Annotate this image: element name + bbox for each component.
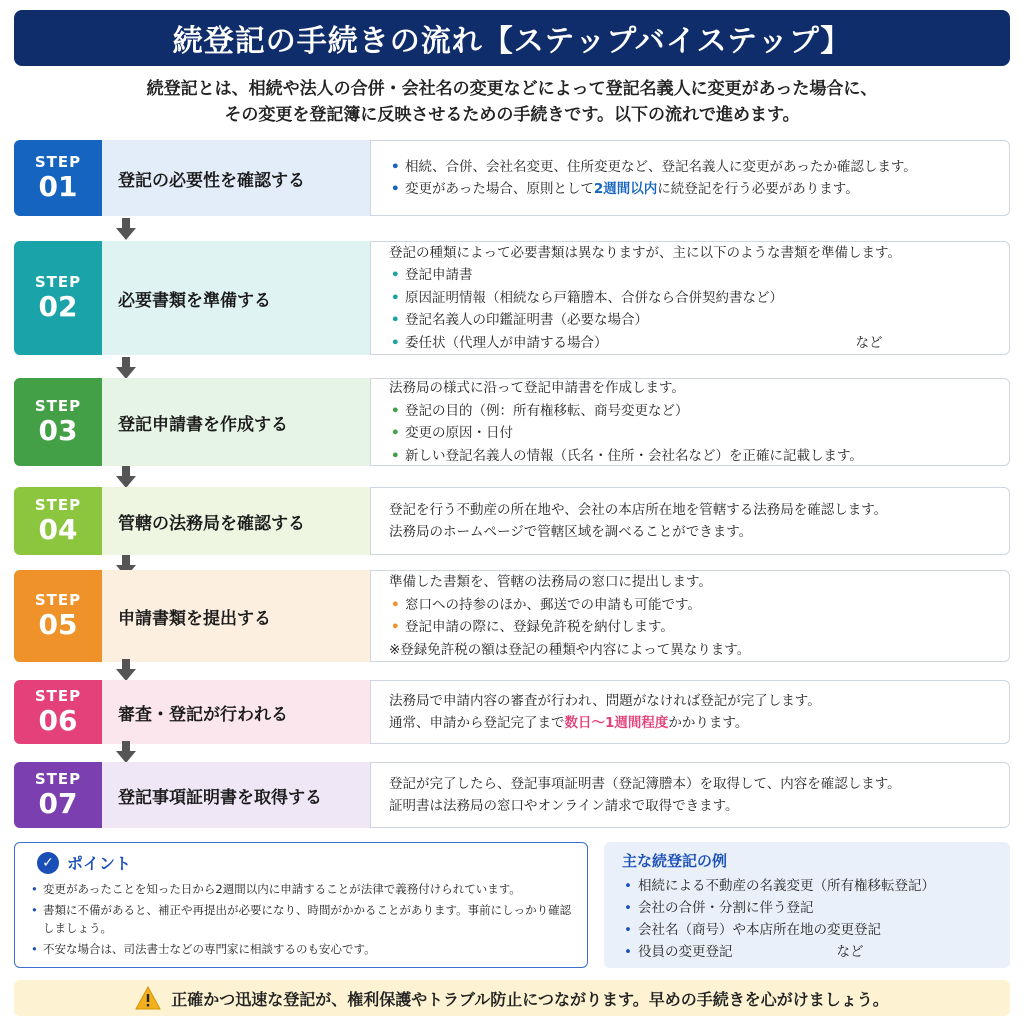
list-item: • 登記の目的（例：所有権移転、商号変更など）	[389, 400, 995, 423]
step-description	[370, 140, 1010, 216]
footer-note	[14, 980, 1010, 1016]
step-label: STEP	[34, 273, 82, 291]
step-description	[370, 570, 1010, 662]
step-02	[14, 241, 1010, 355]
list-item: • 原因証明情報（相続なら戸籍謄本、合併なら合併契約書など）	[389, 287, 995, 310]
list-item: • 会社名（商号）や本店所在地の変更登記	[622, 919, 992, 941]
highlight-text: 数日〜1週間程度	[564, 715, 669, 731]
step-badge	[14, 680, 102, 744]
list-item: • 相続による不動産の名義変更（所有権移転登記）	[622, 875, 992, 897]
step-number: 03	[38, 414, 78, 447]
page-title: 続登記の手続きの流れ【ステップバイステップ】	[14, 10, 1010, 66]
step-07	[14, 762, 1010, 828]
list-item: • 登記名義人の印鑑証明書（必要な場合）	[389, 309, 995, 332]
etc-text: など	[836, 944, 864, 960]
step-number: 02	[38, 290, 78, 323]
step-title: 審査・登記が行われる	[102, 680, 370, 744]
point-header	[29, 851, 573, 874]
step-05	[14, 570, 1010, 662]
step-03	[14, 378, 1010, 466]
list-item: • 不安な場合は、司法書士などの専門家に相談するのも安心です。	[29, 940, 573, 958]
step-number: 01	[38, 170, 78, 203]
warning-icon	[135, 986, 161, 1010]
list-item: • 会社の合併・分割に伴う登記	[622, 897, 992, 919]
text: に続登記を行う必要があります。	[657, 181, 859, 197]
step-description	[370, 487, 1010, 555]
note-text: ※登録免許税の額は登記の種類や内容によって異なります。	[389, 641, 751, 658]
text-line: 法務局で申請内容の審査が行われ、問題がなければ登記が完了します。	[389, 692, 821, 709]
intro-text	[14, 76, 1010, 128]
lead-text: 法務局の様式に沿って登記申請書を作成します。	[389, 380, 685, 396]
point-title: ポイント	[67, 854, 132, 873]
step-number: 05	[38, 608, 78, 641]
step-04	[14, 487, 1010, 555]
step-01	[14, 140, 1010, 216]
arrow-down-icon	[116, 357, 136, 379]
arrow-down-icon	[116, 659, 136, 681]
examples-box	[604, 842, 1010, 968]
footer-text: 正確かつ迅速な登記が、権利保護やトラブル防止につながります。早めの手続きを心がけましょう。	[171, 989, 889, 1009]
intro-line-1: 続登記とは、相続や法人の合併・会社名の変更などによって登記名義人に変更があった場合に、	[146, 79, 878, 99]
step-number: 06	[38, 704, 78, 737]
step-title: 登記の必要性を確認する	[102, 140, 370, 216]
lead-text: 準備した書類を、管轄の法務局の窓口に提出します。	[389, 574, 712, 590]
list-item: • 変更があったことを知った日から2週間以内に申請することが法律で義務付けられています。	[29, 880, 573, 898]
list-item: • 変更の原因・日付	[389, 422, 995, 445]
text-line: 登記が完了したら、登記事項証明書（登記簿謄本）を取得して、内容を確認します。	[389, 775, 901, 792]
highlight-text: 2週間以内	[593, 181, 658, 197]
text: かかります。	[668, 715, 749, 731]
step-badge	[14, 570, 102, 662]
step-number: 07	[38, 787, 78, 820]
step-title: 登記事項証明書を取得する	[102, 762, 370, 828]
step-badge	[14, 762, 102, 828]
list-item: • 新しい登記名義人の情報（氏名・住所・会社名など）を正確に記載します。	[389, 445, 995, 468]
list-item	[389, 178, 995, 201]
arrow-down-icon	[116, 741, 136, 763]
list-item: • 登記申請の際に、登録免許税を納付します。	[389, 616, 995, 639]
step-badge	[14, 487, 102, 555]
step-title: 申請書類を提出する	[102, 570, 370, 662]
list-item: • 書類に不備があると、補正や再提出が必要になり、時間がかかることがあります。事前にしっかり確認しましょう。	[29, 901, 573, 937]
list-item: • 相続、合併、会社名変更、住所変更など、登記名義人に変更があったか確認します。	[389, 156, 995, 179]
step-description	[370, 680, 1010, 744]
step-badge	[14, 140, 102, 216]
text: 通常、申請から登記完了まで	[389, 715, 565, 731]
list-item	[622, 941, 992, 963]
arrow-down-icon	[116, 218, 136, 240]
text-line: 証明書は法務局の窓口やオンライン請求で取得できます。	[389, 798, 739, 814]
step-label: STEP	[34, 153, 82, 171]
step-label: STEP	[34, 397, 82, 415]
intro-line-2: その変更を登記簿に反映させるための手続きです。以下の流れで進めます。	[224, 105, 800, 125]
step-06	[14, 680, 1010, 744]
step-label: STEP	[34, 496, 82, 514]
step-description	[370, 241, 1010, 355]
step-number: 04	[38, 513, 78, 546]
arrow-down-icon	[116, 466, 136, 488]
step-label: STEP	[34, 770, 82, 788]
etc-text: など	[855, 334, 883, 351]
text: 委任状（代理人が申請する場合）	[405, 334, 608, 351]
step-title: 管轄の法務局を確認する	[102, 487, 370, 555]
step-title: 登記申請書を作成する	[102, 378, 370, 466]
text: 変更があった場合、原則として	[405, 181, 594, 197]
point-box	[14, 842, 588, 968]
list-item: • 登記申請書	[389, 264, 995, 287]
step-description	[370, 762, 1010, 828]
text-line: 法務局のホームページで管轄区域を調べることができます。	[389, 524, 753, 540]
step-badge	[14, 241, 102, 355]
text-line	[389, 712, 995, 735]
step-description	[370, 378, 1010, 466]
step-label: STEP	[34, 687, 82, 705]
text-line: 登記を行う不動産の所在地や、会社の本店所在地を管轄する法務局を確認します。	[389, 501, 888, 518]
check-circle-icon: ✓	[37, 852, 59, 874]
step-label: STEP	[34, 591, 82, 609]
examples-title: 主な続登記の例	[622, 852, 728, 870]
list-item: • 窓口への持参のほか、郵送での申請も可能です。	[389, 594, 995, 617]
step-badge	[14, 378, 102, 466]
lead-text: 登記の種類によって必要書類は異なりますが、主に以下のような書類を準備します。	[389, 244, 901, 261]
step-title: 必要書類を準備する	[102, 241, 370, 355]
text: 役員の変更登記	[638, 944, 733, 960]
list-item	[389, 332, 995, 355]
